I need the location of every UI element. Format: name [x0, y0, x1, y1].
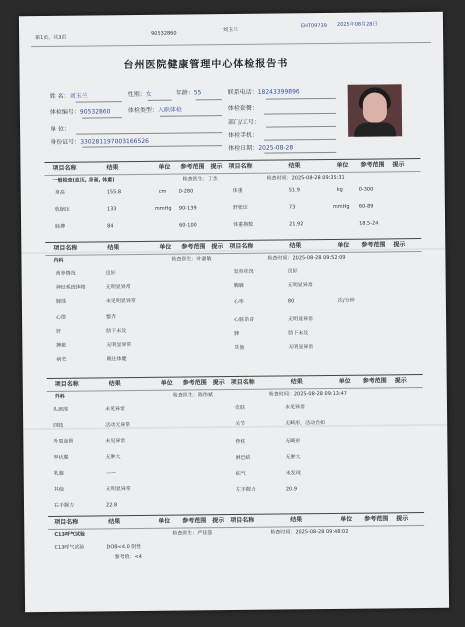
field-underline [266, 98, 336, 100]
item-result: 无明显异常 [105, 486, 131, 493]
report-title: 台州医院健康管理中心体检报告书 [123, 58, 289, 72]
exam-type-label: 体检类型： [127, 106, 158, 115]
item-result: 既往体健 [106, 356, 127, 363]
item-name: 心脏杂音 [234, 316, 255, 323]
item-ref: 90-139 [178, 205, 197, 212]
item-name: 营养情况 [55, 270, 76, 277]
idcard-number: 330281197003166526 [80, 137, 149, 146]
header-divider [31, 42, 431, 47]
item-result: 肋下未及 [288, 330, 309, 337]
item-name: 疝气 [235, 470, 246, 477]
header-date: 2025年08月28日 [336, 21, 378, 28]
col-hint: 提示 [394, 377, 407, 385]
item-ref: 18.5-24 [359, 220, 379, 227]
unit-label: 单 位： [50, 125, 71, 133]
item-result: 155.8 [106, 189, 122, 196]
patient-age: 55 [193, 89, 202, 97]
idcard-label: 身份证号： [50, 138, 81, 146]
item-name: 发育状况 [233, 268, 254, 276]
field-underline [82, 145, 222, 147]
field-underline [148, 100, 172, 101]
item-unit: mmHg [332, 203, 350, 210]
item-name: 皮肤 [234, 404, 246, 411]
item-ref: 0-280 [178, 188, 194, 195]
item-result: 22.8 [105, 502, 118, 509]
col-result: 结果 [106, 164, 119, 172]
item-name: 其他 [234, 344, 245, 351]
col-hint: 提示 [212, 379, 225, 387]
section-doctor: 检查医生：丁杰 [182, 176, 218, 183]
item-result: 良好 [105, 270, 116, 277]
item-unit: kg [336, 186, 343, 193]
item-name: 乳腺 [53, 470, 64, 477]
col-item-name: 项目名称 [52, 164, 77, 172]
col-unit: 单位 [336, 161, 349, 169]
col-result: 结果 [289, 242, 302, 250]
item-name: 舒张压 [232, 204, 248, 212]
col-hint: 提示 [393, 241, 406, 249]
field-underline [266, 126, 336, 128]
patient-sex: 女 [145, 90, 152, 98]
col-reference: 参考范围 [182, 379, 207, 387]
item-ref: 60-89 [358, 203, 374, 210]
col-item-name: 项目名称 [230, 378, 255, 387]
row-divider [48, 525, 424, 530]
col-result: 结果 [107, 244, 120, 252]
col-unit: 单位 [160, 379, 173, 387]
section-time: 检查时间：2025-08-28 09:13:47 [268, 390, 348, 398]
item-result: 无明显异常 [106, 342, 132, 349]
item-name: 淋巴结 [235, 454, 251, 461]
item-result: 未发现 [285, 470, 301, 477]
item-name: 病史 [56, 356, 67, 363]
patient-phone: 18243399896 [257, 88, 300, 96]
exam-number: 90532860 [79, 108, 111, 116]
item-result: 肋下未及 [106, 328, 127, 335]
name-label: 姓 名： [49, 92, 70, 100]
col-result: 结果 [290, 378, 303, 386]
col-hint: 提示 [396, 515, 409, 523]
col-unit: 单位 [158, 517, 171, 525]
section-name: 一般检查(血压, 身高, 体重) [52, 177, 115, 184]
row-divider [47, 387, 423, 392]
item-name: 甲状腺 [53, 454, 69, 461]
item-name: 四肢 [53, 422, 64, 429]
field-underline [76, 101, 122, 102]
item-name: 肺部 [55, 298, 66, 305]
item-result: DOB<4.0 阴性 [106, 543, 142, 551]
col-hint: 提示 [211, 243, 224, 251]
item-result: 未见异常 [284, 404, 306, 411]
section-name: C13呼气试验 [54, 531, 85, 538]
col-reference: 参考范围 [181, 243, 206, 251]
item-name: 心率 [233, 298, 244, 306]
header-exam-id: 90532860 [151, 30, 177, 37]
item-result: 无畸形，活动自如 [285, 420, 326, 427]
col-item-name: 项目名称 [229, 242, 254, 251]
col-result: 结果 [290, 516, 303, 524]
item-result: 20.9 [285, 486, 298, 493]
phone-label: 联系电话： [227, 88, 258, 97]
field-underline [82, 117, 122, 118]
item-result: 133 [106, 206, 117, 213]
exam-type: 入职体检 [157, 106, 182, 114]
item-result: 无明显异常 [287, 282, 313, 289]
package-label: 体检套餐： [227, 104, 258, 113]
item-result: —— [105, 470, 116, 477]
row-divider [45, 171, 421, 176]
item-name: 收缩压 [54, 206, 70, 213]
field-underline [264, 152, 336, 154]
item-unit: mmHg [154, 205, 172, 212]
item-name: 体重指数 [233, 221, 254, 229]
field-underline [160, 115, 222, 117]
item-name: 脾 [234, 330, 240, 337]
col-reference: 参考范围 [360, 161, 385, 169]
item-result: 无明显异常 [288, 344, 314, 351]
col-reference: 参考范围 [364, 515, 389, 523]
header-barcode-id: EHT09739 [300, 23, 327, 30]
field-underline [264, 139, 336, 141]
col-hint: 提示 [212, 517, 225, 525]
col-result: 结果 [108, 380, 121, 388]
item-name: C13呼气试验 [54, 544, 85, 551]
section-doctor: 检查医生：陈伟斌 [172, 392, 213, 399]
section-time: 检查时间：2025-08-28 09:35:31 [266, 174, 345, 182]
dept-label: 部门/工号： [227, 118, 261, 127]
col-unit: 单位 [159, 243, 172, 251]
item-result: 80 [287, 298, 295, 305]
section-doctor: 检查医生：严佳蓉 [172, 530, 213, 537]
item-result: 无明显异常 [105, 284, 131, 291]
item-result: 无肿大 [105, 454, 121, 461]
section-doctor: 检查医生：叶嘉敏 [171, 256, 212, 263]
item-result: 无畸形 [285, 438, 301, 445]
item-name: 其他 [53, 486, 64, 493]
item-name: 体重 [232, 187, 243, 195]
item-name: 外周血管 [53, 438, 74, 445]
header-patient-name: 刘玉兰 [223, 26, 239, 34]
item-result: 未见异常 [104, 406, 126, 413]
field-underline [196, 99, 222, 100]
item-result: 良好 [287, 268, 298, 275]
item-name: 胸廓 [233, 282, 244, 290]
page-number: 第1页，共3页 [35, 34, 67, 42]
item-result: 21.92 [289, 221, 304, 228]
col-item-name: 项目名称 [228, 162, 253, 171]
phone2-label: 体检手机： [228, 131, 259, 140]
item-unit: 次/分钟 [337, 297, 355, 304]
item-name: 右手握力 [53, 502, 75, 509]
item-result: 84 [107, 223, 114, 230]
patient-photo [348, 84, 403, 137]
item-result: 51.9 [288, 187, 300, 194]
section-time: 检查时间：2025-08-28 09:48:02 [270, 528, 349, 536]
item-result: 73 [288, 204, 296, 211]
item-name: 肝 [56, 328, 62, 335]
col-reference: 参考范围 [361, 241, 386, 249]
item-name: 关节 [235, 420, 246, 427]
field-underline [264, 113, 336, 115]
sex-label: 性别： [127, 90, 146, 99]
col-unit: 单位 [340, 515, 353, 523]
section-name: 内科 [53, 257, 64, 264]
section-time: 检查时间：2025-08-28 09:52:09 [267, 254, 346, 262]
item-name: 心律 [56, 314, 67, 321]
item-result: 整齐 [106, 314, 117, 321]
col-result: 结果 [288, 162, 301, 170]
section-name: 外科 [54, 393, 65, 400]
col-result: 结果 [108, 518, 121, 526]
col-item-name: 项目名称 [54, 380, 79, 388]
col-item-name: 项目名称 [53, 244, 78, 252]
item-name: 脉搏 [55, 223, 66, 230]
col-hint: 提示 [392, 161, 405, 169]
col-reference: 参考范围 [180, 163, 205, 171]
col-reference: 参考范围 [182, 517, 207, 525]
item-result: 未见异常 [105, 438, 126, 445]
item-ref: 60-100 [179, 222, 197, 229]
col-hint: 提示 [210, 163, 223, 171]
item-unit: cm [158, 188, 167, 195]
exam-date: 2025-08-28 [258, 144, 294, 152]
item-name: 左手握力 [235, 486, 256, 493]
col-unit: 单位 [338, 377, 351, 385]
item-ref: 0-300 [358, 186, 374, 193]
item-name: 神经系统体格 [55, 284, 86, 291]
item-result: 未见明显异常 [105, 298, 136, 305]
item-result: 无明显异常 [288, 316, 314, 323]
col-reference: 参考范围 [362, 377, 387, 385]
item-ref: 参考值：<4 [114, 553, 142, 561]
col-item-name: 项目名称 [230, 516, 255, 525]
item-name: 脾脏 [56, 342, 67, 349]
item-name: 身高 [54, 189, 65, 196]
item-name: 头颈部 [52, 406, 69, 413]
age-label: 年龄： [175, 89, 194, 97]
field-underline [76, 132, 222, 135]
exam-no-label: 体检编号： [49, 108, 80, 116]
col-unit: 单位 [158, 163, 171, 171]
item-name: 脊柱 [235, 438, 246, 445]
item-result: 无肿大 [285, 454, 301, 461]
col-item-name: 项目名称 [54, 518, 79, 526]
exam-date-label: 体检日期： [228, 144, 259, 153]
item-result: 活动无异常 [105, 422, 131, 429]
report-paper [19, 12, 449, 612]
col-unit: 单位 [337, 241, 350, 249]
patient-name: 刘玉兰 [69, 92, 88, 100]
